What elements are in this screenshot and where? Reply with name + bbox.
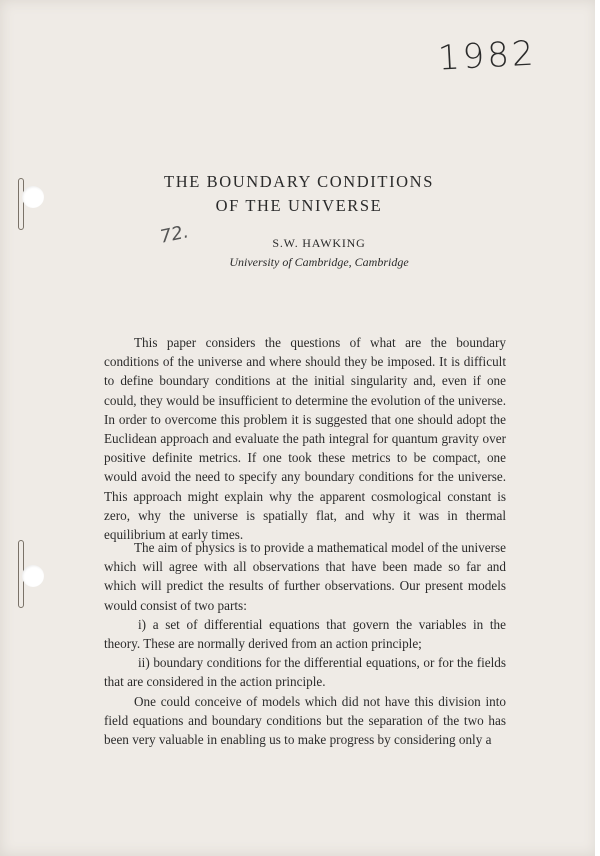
author-affiliation: University of Cambridge, Cambridge xyxy=(229,255,409,269)
title-line-1: THE BOUNDARY CONDITIONS xyxy=(164,172,434,191)
intro-paragraph: The aim of physics is to provide a mathematical model of the universe which will agree with all observations that have been made so far and which will predict the results of further observations. Our present models would consist of two parts: xyxy=(104,540,506,613)
handwritten-note: 72. xyxy=(158,221,191,248)
punch-hole-bottom xyxy=(22,565,44,587)
page-edge xyxy=(595,0,598,856)
body-paragraph: One could conceive of models which did not have this division into field equations and boundary conditions but the separation of the two has been very valuable in enabling us to make progress by considering only a xyxy=(104,694,506,748)
list-item-1: i) a set of differential equations that govern the variables in the theory. These are normally derived from an action principle; xyxy=(104,617,506,652)
abstract-paragraph: This paper considers the questions of what are the boundary conditions of the universe and where should they be imposed. It is difficult to define boundary conditions at the initial singularity and, even if one could, they would be insufficient to determine the evolution of the universe. In order to overcome this problem it is suggested that one should adopt the Euclidean approach and evaluate the path integral for quantum gravity over positive definite metrics. If one took these metrics to be compact, one would avoid the need to specify any boundary conditions for the universe. This approach might explain why the apparent cosmological constant is zero, why the universe is spatially flat, and why it was in thermal equilibrium at early times. xyxy=(104,335,506,543)
title-line-2: OF THE UNIVERSE xyxy=(215,196,383,215)
paper-title xyxy=(0,170,598,218)
handwritten-year: 1982 xyxy=(437,33,538,79)
list-item-2: ii) boundary conditions for the differential equations, or for the fields that are considered in the action principle. xyxy=(104,655,506,690)
author-name: S.W. HAWKING xyxy=(272,236,366,250)
